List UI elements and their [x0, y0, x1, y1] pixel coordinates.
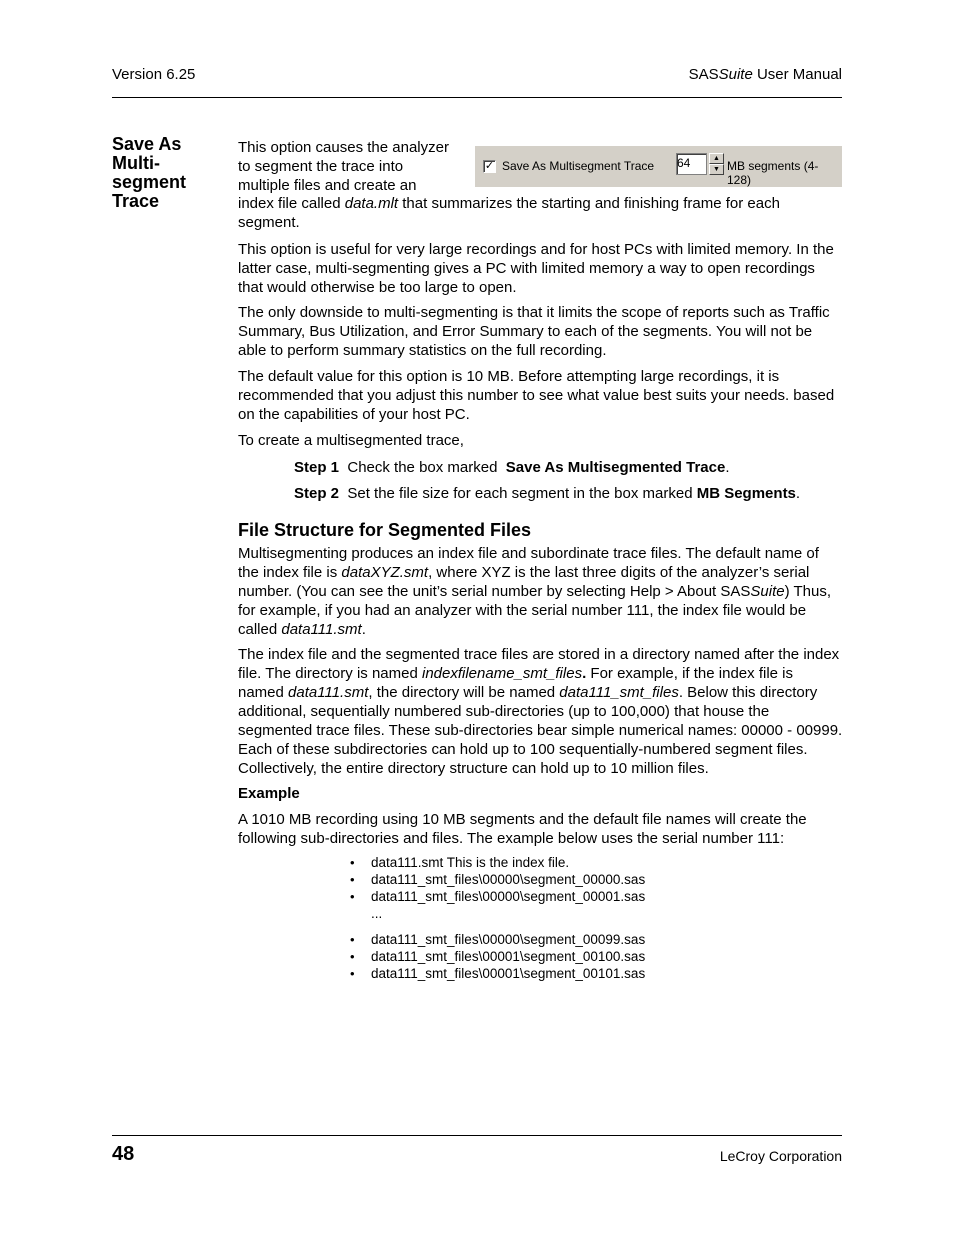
step-2: Step 2 Set the file size for each segment in the box marked MB Segments. [294, 485, 801, 502]
intro-paragraph: This option causes the analyzer to segment the trace into multiple files and create an [238, 139, 449, 194]
list-item: • data111_smt_files\00001\segment_00100.sas [350, 949, 646, 964]
footer-company: LeCroy Corporation [719, 1148, 842, 1164]
example-paragraph: A 1010 MB recording using 10 MB segments and the default file names will create the following sub-directories and files. The example below uses the serial number 111: [238, 811, 807, 847]
checkbox-label: Save As Multisegment Trace [502, 159, 655, 173]
list-item: • data111.smt This is the index file. [350, 855, 570, 870]
paragraph-create: To create a multisegmented trace, [238, 432, 464, 449]
spin-up-icon[interactable]: ▲ [709, 153, 724, 164]
mb-segments-label: MB segments (4-128) [727, 159, 819, 187]
header-manual-title: SASSuite User Manual [688, 66, 842, 83]
spin-down-icon[interactable]: ▼ [709, 164, 724, 175]
footer-rule [112, 1135, 842, 1136]
save-multisegment-checkbox[interactable]: ✓ [484, 160, 495, 172]
multisegment-option-panel [475, 146, 842, 187]
step-1: Step 1 Check the box marked Save As Multisegmented Trace. [294, 459, 730, 476]
list-item: • data111_smt_files\00000\segment_00099.sas [350, 932, 646, 947]
list-item: • data111_smt_files\00000\segment_00000.sas [350, 872, 646, 887]
header-rule [112, 97, 842, 98]
paragraph-directory: The index file and the segmented trace files are stored in a directory named after the index file. The directory is named indexfilename_smt_files. For example, if the index file is named data111.smt, the directory will be named data111_smt_files. Below this directory additional, sequentially numbered sub-directories (up to 100,000) that house the segmented trace files. These sub-directories bear simple numerical names: 00000 - 00999. Each of these subdirectories can hold up to 100 sequentially-numbered segment files. Collectively, the entire directory structure can hold up to 10 million files. [238, 646, 843, 777]
section-title: Save As Multi- segment Trace [112, 134, 187, 211]
paragraph-downside: The only downside to multi-segmenting is that it limits the scope of reports such as Traffic Summary, Bus Utilization, and Error Summary to each of the segments. You will not be able to perform summary statistics on the full recording. [238, 304, 830, 359]
header-version: Version 6.25 [112, 66, 196, 83]
paragraph-default: The default value for this option is 10 MB. Before attempting large recordings, it is recommended that you adjust this number to see what value best suits your needs. based on the capabilities of your host PC. [238, 368, 835, 423]
file-structure-heading: File Structure for Segmented Files [238, 520, 532, 540]
intro-continuation: index file called data.mlt that summarizes the starting and finishing frame for each segment. [238, 195, 780, 231]
page-number: 48 [112, 1143, 135, 1165]
file-list-b [350, 931, 645, 982]
file-list-a [350, 854, 645, 922]
paragraph-usefulness: This option is useful for very large recordings and for host PCs with limited memory. In the latter case, multi-segmenting gives a PC with limited memory a way to open recordings that would otherwise be too large to open. [238, 241, 834, 296]
list-ellipsis: ... [371, 906, 383, 921]
list-item: • data111_smt_files\00001\segment_00101.sas [350, 966, 646, 981]
mb-segments-input[interactable]: 64 [676, 153, 707, 175]
list-item: • data111_smt_files\00000\segment_00001.sas [350, 889, 646, 904]
paragraph-index-file: Multisegmenting produces an index file and subordinate trace files. The default name of the index file is dataXYZ.smt, where XYZ is the last three digits of the analyzer’s serial number. (You can see the unit’s serial number by selecting Help > About SASSuite) Thus, for example, if you had an analyzer with the serial number 111, the index file would be called data111.smt. [238, 545, 832, 638]
example-heading: Example [238, 785, 300, 802]
